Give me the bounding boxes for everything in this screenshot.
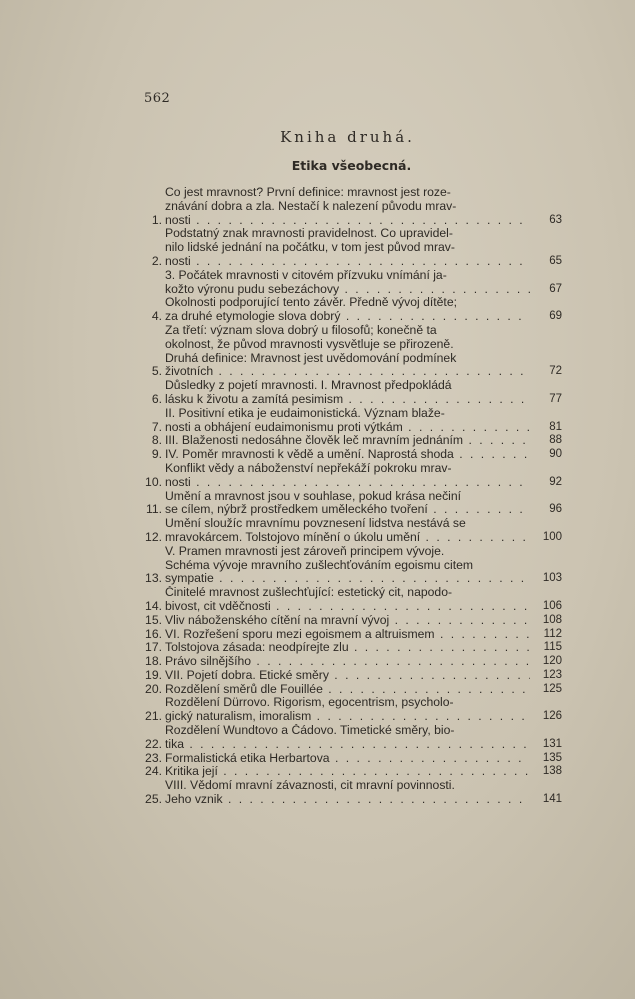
toc-entry-line: Schéma vývoje mravního zušlechťováním egoismu citem	[165, 557, 474, 572]
toc-entry-page: 100	[542, 530, 562, 543]
toc-entry-page: 81	[549, 420, 562, 433]
toc-entry-line: Umění a mravnost jsou v souhlase, pokud krása nečiní	[165, 489, 462, 503]
table-of-contents	[142, 186, 562, 807]
toc-entry-page: 96	[549, 503, 562, 516]
toc-entry-text	[165, 779, 534, 807]
toc-entry-text	[165, 296, 534, 324]
toc-entry-text	[165, 752, 534, 766]
toc-entry	[142, 324, 562, 379]
toc-entry-number: 1.	[151, 212, 162, 227]
toc-entry-line: znávání dobra a zla. Nestačí k nalezení původu mrav-	[165, 198, 457, 213]
toc-entry-number: 13.	[145, 571, 162, 586]
toc-entry-number: 2.	[151, 253, 162, 268]
toc-entry-text	[165, 696, 534, 724]
toc-entry-line: VIII. Vědomí mravní závaznosti, cit mravní povinnosti.	[165, 779, 455, 793]
toc-entry-last-line: bivost, cit vděčnosti . . .	[165, 600, 530, 614]
toc-entry-line: Za třetí: význam slova dobrý u filosofů; konečně ta	[165, 323, 437, 337]
toc-entry-page: 126	[542, 710, 562, 723]
toc-entry-text	[165, 269, 534, 297]
toc-entry-line: Rozdělení Wundtovo a Čádovo. Timetické směry, bio-	[165, 724, 455, 738]
toc-entry-line: 3. Počátek mravnosti v citovém přízvuku vnímání ja-	[165, 268, 447, 282]
toc-entry-text	[165, 669, 534, 683]
toc-entry	[142, 628, 562, 642]
toc-entry	[142, 462, 562, 490]
toc-entry-text	[165, 407, 534, 435]
toc-entry	[142, 186, 562, 227]
toc-entry-last-line: nosti . . .	[165, 476, 530, 490]
toc-entry-last-line: kožto výronu pudu sebezáchovy . . .	[165, 283, 530, 297]
toc-entry-last-line: nosti a obhájení eudaimonismu proti výtkám . . .	[165, 421, 530, 435]
toc-entry-last-line: Rozdělení směrů dle Fouillée . . .	[165, 683, 530, 697]
section-title: Etika všeobecná.	[291, 158, 412, 173]
toc-entry-number: 9.	[151, 447, 162, 462]
toc-entry-last-line: VI. Rozřešení sporu mezi egoismem a altruismem . . .	[165, 628, 530, 642]
toc-entry-last-line: životních . . .	[165, 365, 530, 379]
toc-entry-line: V. Pramen mravnosti jest zároveň principem vývoje.	[165, 544, 445, 558]
toc-entry-number: 19.	[145, 667, 162, 682]
toc-entry	[142, 752, 562, 766]
toc-entry-page: 69	[549, 310, 562, 323]
toc-entry-number: 18.	[145, 654, 162, 669]
toc-entry-text	[165, 490, 534, 518]
toc-entry-page: 131	[542, 737, 562, 750]
toc-entry	[142, 655, 562, 669]
toc-entry-number: 6.	[151, 391, 162, 406]
toc-entry	[142, 227, 562, 268]
toc-entry-line: Co jest mravnost? První definice: mravnost jest roze-	[165, 186, 451, 199]
toc-entry-text	[165, 227, 534, 268]
toc-entry	[142, 586, 562, 614]
toc-entry-text	[165, 324, 534, 379]
toc-entry-line: Umění sloužíc mravnímu povznesení lidstva nestává se	[165, 517, 466, 531]
toc-entry-text	[165, 462, 534, 490]
toc-entry-text	[165, 186, 534, 227]
toc-entry-number: 16.	[145, 626, 162, 641]
toc-entry-text	[165, 683, 534, 697]
toc-entry-number: 15.	[145, 612, 162, 627]
toc-entry	[142, 379, 562, 407]
toc-entry	[142, 696, 562, 724]
toc-entry-number: 12.	[145, 529, 162, 544]
toc-entry-page: 141	[542, 793, 562, 806]
toc-entry-last-line: se cílem, nýbrž prostředkem uměleckého tvoření . . .	[165, 503, 530, 517]
toc-entry-page: 67	[549, 282, 562, 295]
toc-entry-page: 115	[543, 641, 562, 654]
toc-entry-line: Důsledky z pojetí mravnosti. I. Mravnost předpokládá	[165, 379, 452, 393]
toc-entry	[142, 669, 562, 683]
toc-entry-line: Konflikt vědy a náboženství nepřekáží pokroku mrav-	[165, 461, 452, 475]
toc-entry-last-line: VII. Pojetí dobra. Etické směry . . .	[165, 669, 530, 683]
toc-entry-text	[165, 448, 534, 462]
toc-entry-last-line: Jeho vznik . . .	[165, 793, 530, 807]
toc-entry-text	[165, 724, 534, 752]
toc-entry-line: II. Positivní etika je eudaimonistická. Význam blaže-	[165, 406, 445, 420]
toc-entry	[142, 407, 562, 435]
toc-entry-number: 14.	[145, 598, 162, 613]
toc-entry	[142, 779, 562, 807]
toc-entry-last-line: nosti . . .	[165, 255, 530, 269]
toc-entry-number: 4.	[151, 309, 162, 324]
toc-entry-page: 63	[549, 213, 562, 226]
toc-entry-page: 77	[549, 392, 562, 405]
toc-entry-page: 138	[542, 765, 562, 778]
toc-entry-last-line: Formalistická etika Herbartova . . .	[165, 752, 530, 766]
toc-entry-line: Podstatný znak mravnosti pravidelnost. Co upravidel-	[165, 227, 453, 241]
toc-entry-page: 90	[549, 448, 562, 461]
toc-entry-page: 135	[542, 751, 562, 764]
toc-entry-last-line: Kritika její . . .	[165, 765, 530, 779]
toc-entry-text	[165, 628, 534, 642]
toc-entry-number: 17.	[145, 640, 162, 655]
toc-entry-text	[165, 765, 534, 779]
toc-entry	[142, 683, 562, 697]
toc-entry-line: okolnost, že původ mravnosti vysvětluje se přirozeně.	[165, 336, 454, 351]
toc-entry-page: 65	[549, 254, 562, 267]
toc-entry-number: 11.	[145, 502, 162, 517]
toc-entry-page: 72	[549, 365, 562, 378]
toc-entry-page: 125	[542, 682, 562, 695]
toc-entry	[142, 296, 562, 324]
toc-entry-line: Rozdělení Dürrovo. Rigorism, egocentrism, psycholo-	[165, 696, 454, 710]
toc-entry	[142, 614, 562, 628]
toc-entry-number: 7.	[151, 419, 162, 434]
toc-entry-line: Činitelé mravnost zušlechťující: estetický cit, napodo-	[165, 586, 453, 600]
toc-entry-line: nilo lidské jednání na počátku, v tom jest původ mrav-	[165, 240, 455, 255]
toc-entry-number: 25.	[145, 792, 162, 807]
toc-entry-text	[165, 586, 534, 614]
toc-entry-number: 5.	[151, 364, 162, 379]
toc-entry-number: 8.	[151, 433, 162, 448]
toc-entry-last-line: Tolstojova zásada: neodpírejte zlu . . .	[165, 641, 530, 655]
page-number: 562	[144, 91, 171, 106]
toc-entry-last-line: nosti . . .	[165, 214, 530, 228]
toc-entry-line: Okolnosti podporující tento závěr. Předně vývoj dítěte;	[165, 296, 457, 310]
toc-entry-page: 120	[542, 655, 562, 668]
toc-entry-page: 92	[549, 475, 562, 488]
toc-entry	[142, 724, 562, 752]
toc-entry-last-line: III. Blaženosti nedosáhne člověk leč mravním jednáním . . .	[165, 434, 530, 448]
toc-entry-last-line: IV. Poměr mravnosti k vědě a umění. Naprostá shoda . . .	[165, 448, 530, 462]
toc-entry-text	[165, 434, 534, 448]
toc-entry-text	[165, 379, 534, 407]
toc-entry	[142, 269, 562, 297]
toc-entry-number: 10.	[145, 474, 162, 489]
toc-entry-text	[165, 517, 534, 545]
toc-entry-page: 108	[542, 613, 562, 626]
toc-entry-number: 22.	[145, 736, 162, 751]
toc-entry	[142, 765, 562, 779]
toc-entry-last-line: Právo silnějšího . . .	[165, 655, 530, 669]
toc-entry-page: 112	[543, 627, 562, 640]
toc-entry	[142, 490, 562, 518]
book-title: Kniha druhá.	[280, 128, 415, 146]
toc-entry-text	[165, 614, 534, 628]
toc-entry-text	[165, 545, 534, 586]
toc-entry	[142, 448, 562, 462]
toc-entry-line: Druhá definice: Mravnost jest uvědomování podmínek	[165, 350, 457, 365]
toc-entry-number: 23.	[145, 750, 162, 765]
toc-entry-last-line: tika . . .	[165, 738, 530, 752]
toc-entry-last-line: za druhé etymologie slova dobrý . . .	[165, 310, 530, 324]
toc-entry-last-line: mravokárcem. Tolstojovo mínění o úkolu umění . . .	[165, 531, 530, 545]
toc-entry-last-line: gický naturalism, imoralism . . .	[165, 710, 530, 724]
toc-entry	[142, 641, 562, 655]
toc-entry-page: 106	[542, 599, 562, 612]
toc-entry	[142, 545, 562, 586]
toc-entry-text	[165, 641, 534, 655]
toc-entry-page: 123	[542, 668, 562, 681]
toc-entry-page: 103	[542, 572, 562, 585]
toc-entry-last-line: lásku k životu a zamítá pesimism . . .	[165, 393, 530, 407]
toc-entry-last-line: sympatie . . .	[165, 572, 530, 586]
toc-entry-number: 21.	[145, 709, 162, 724]
toc-entry-page: 88	[549, 434, 562, 447]
toc-entry	[142, 517, 562, 545]
toc-entry-number: 20.	[145, 681, 162, 696]
toc-entry-number: 24.	[145, 764, 162, 779]
toc-entry-last-line: Vliv náboženského cítění na mravní vývoj . . .	[165, 614, 530, 628]
toc-entry-text	[165, 655, 534, 669]
toc-entry	[142, 434, 562, 448]
